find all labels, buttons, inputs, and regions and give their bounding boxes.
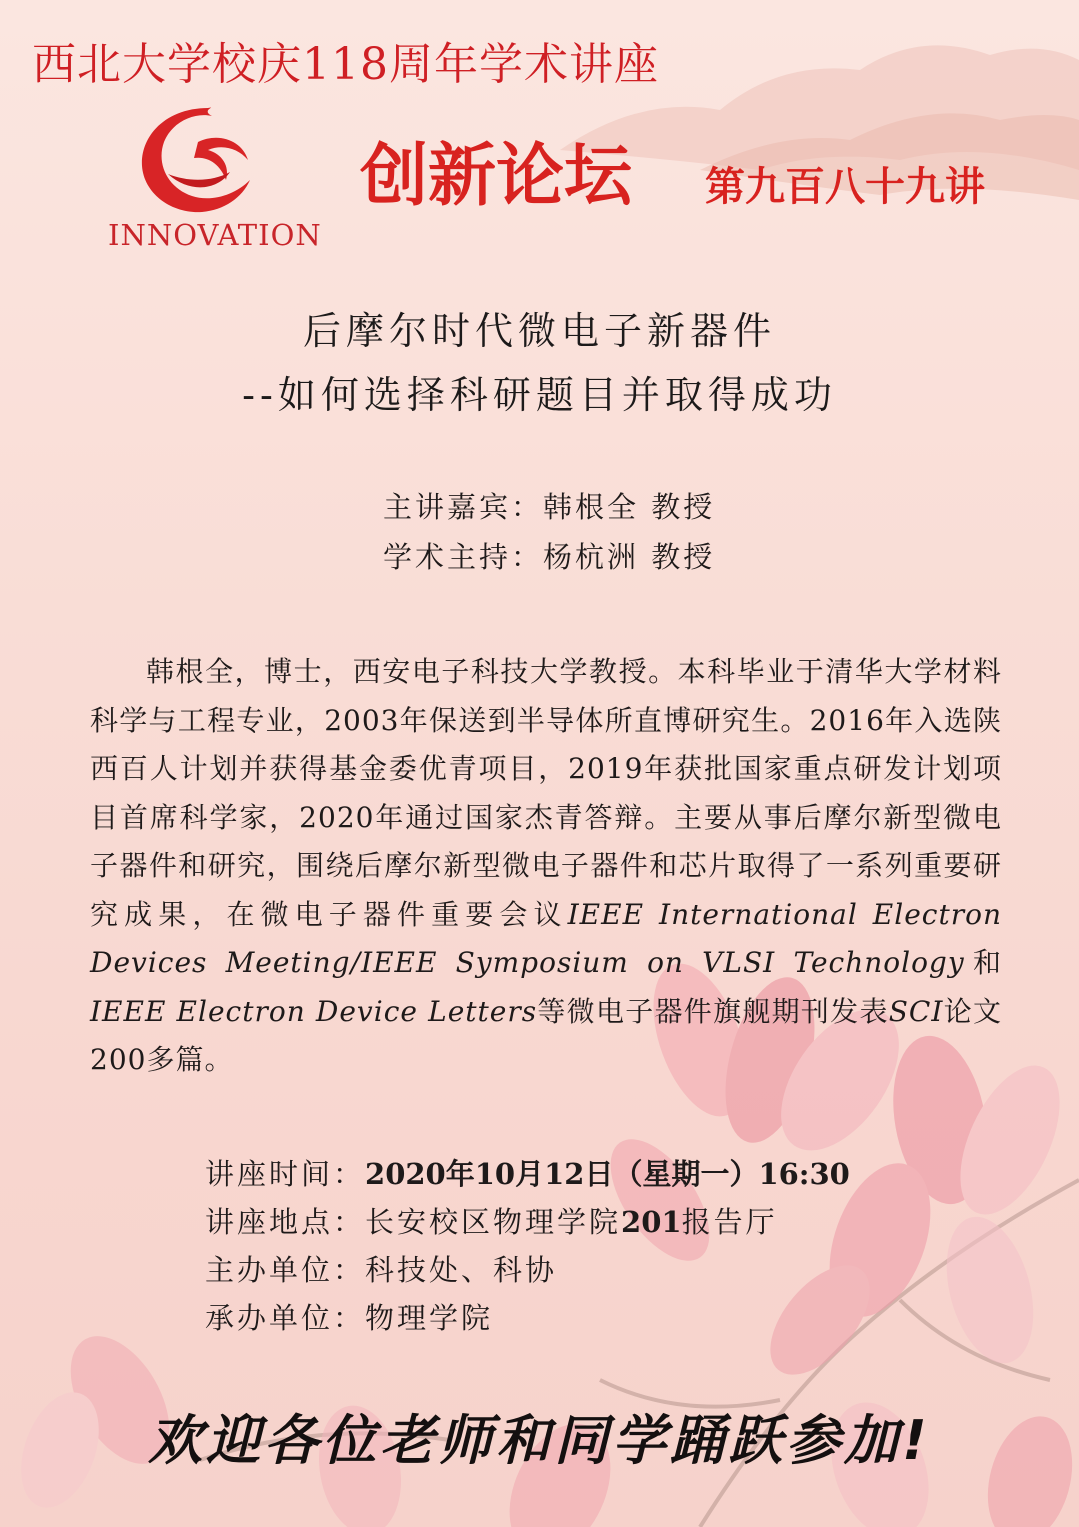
host-line [383,535,715,576]
bio-sci: SCI [888,994,944,1028]
bio-text-1: 韩根全，博士，西安电子科技大学教授。本科毕业于清华大学材料科学与工程专业，2003年保送到半导体所直博研究生。2016年入选陕西百人计划并获得基金委优青项目，2019年获批国家重点研发计划项目首席科学家，2020年通过国家杰青答辩。主要从事后摩尔新型微电子器件和研究，围绕后摩尔新型微电子器件和芯片取得了一系列重要研究成果，在微电子器件重要会议 [90,655,1002,931]
host-label: 学术主持： [383,540,544,574]
place-value-hall: 报告厅 [681,1205,778,1239]
lecture-subtitle: --如何选择科研题目并取得成功 [242,373,837,417]
lecture-place [205,1200,778,1241]
logo-text: INNOVATION [108,218,322,252]
time-value: 2020年10月12日（星期一）16:30 [365,1157,850,1191]
place-value-campus: 长安校区物理学院 [365,1205,622,1239]
host-value: 杨杭洲 教授 [543,540,716,574]
forum-title: 创新论坛 [360,137,633,216]
host-unit-line [205,1296,493,1337]
speaker-line [383,485,715,526]
innovation-swirl-icon [138,102,258,217]
innovation-logo [100,100,322,260]
lecture-time [205,1152,850,1193]
lecture-title: 后摩尔时代微电子新器件 [302,309,776,353]
header-title: 西北大学校庆118周年学术讲座 [32,39,659,90]
organizer-label: 主办单位： [205,1253,366,1287]
place-label: 讲座地点： [205,1205,366,1239]
place-value-room: 201 [621,1205,682,1239]
bio-text-4: 论文200多篇。 [90,994,1002,1076]
speaker-bio [90,648,1002,1085]
bio-conference-names: IEEE International Electron Devices Meeting/IEEE Symposium on VLSI Technology [90,897,1002,979]
host-unit-value: 物理学院 [365,1301,494,1335]
organizer-line [205,1248,557,1289]
bio-journal-name: IEEE Electron Device Letters [90,994,538,1028]
bio-text-2: 和 [964,946,1002,979]
speaker-value: 韩根全 教授 [543,490,716,524]
welcome-message: 欢迎各位老师和同学踊跃参加! [148,1409,931,1472]
speaker-label: 主讲嘉宾： [383,490,544,524]
time-label: 讲座时间： [205,1157,366,1191]
organizer-value: 科技处、科协 [365,1253,558,1287]
host-unit-label: 承办单位： [205,1301,366,1335]
bio-text-3: 等微电子器件旗舰期刊发表 [537,994,889,1028]
forum-lecture-number: 第九百八十九讲 [705,164,985,210]
